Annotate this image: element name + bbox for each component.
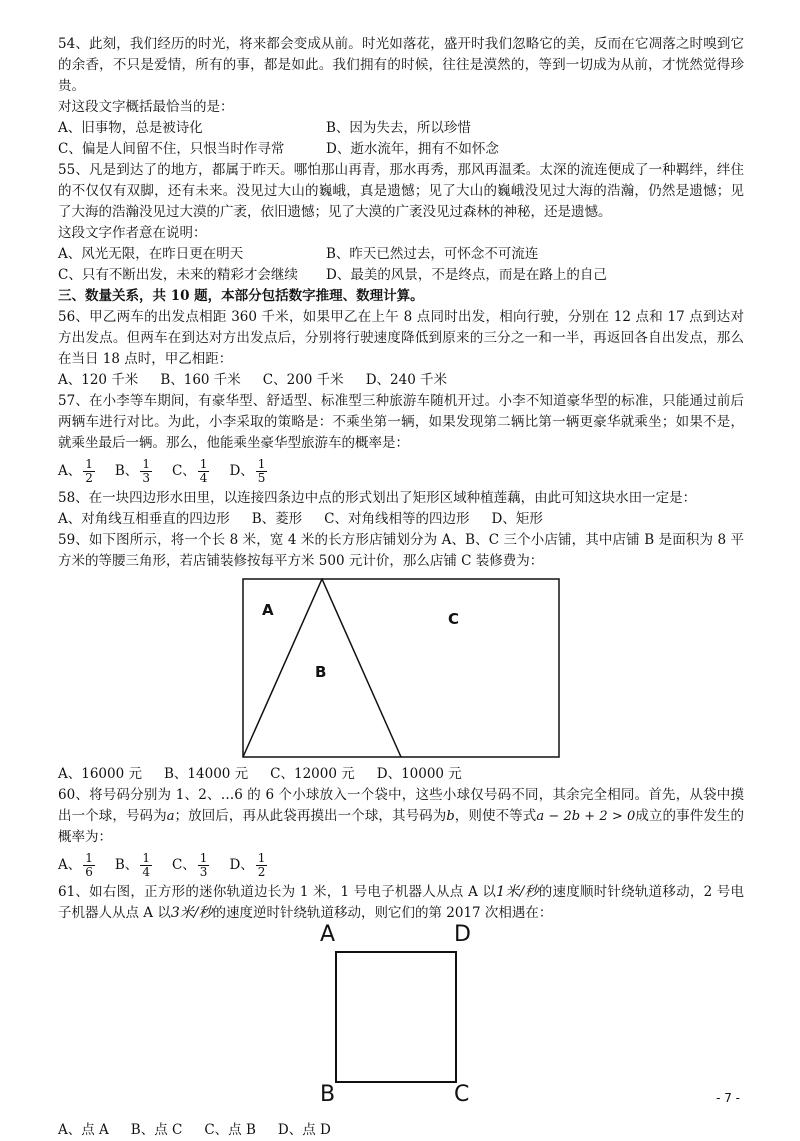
fraction-denominator: 2 (257, 864, 266, 879)
fraction-numerator: 1 (257, 456, 266, 471)
q57-option-d (229, 458, 269, 485)
q56-stem: 56、甲乙两车的出发点相距 360 千米，如果甲乙在上午 8 点同时出发，相向行驶，分别在 12 点和 17 点到达对方出发点。但两车在到达对方出发点后，分别将行驶速度降低到原来的三分之一和一半，再返回各自出发点，那么在当日 18 点时，甲乙相距： (58, 309, 744, 367)
q60-option-d-fraction (256, 852, 268, 879)
q60-stem-part3: ，则使不等式 (454, 808, 537, 824)
fraction-denominator: 2 (85, 470, 93, 485)
page-number: - 7 - (716, 1091, 740, 1105)
fraction-numerator: 1 (257, 850, 266, 865)
q56-options (58, 370, 744, 391)
fraction-denominator: 6 (85, 864, 93, 879)
q60-option-d (229, 852, 269, 879)
q59-figure (242, 578, 560, 758)
q61-options (58, 1120, 744, 1141)
q61-stem (58, 882, 744, 924)
corner-b-label: B (320, 1082, 336, 1107)
q58-option-a: A、对角线互相垂直的四边形 (58, 511, 230, 527)
region-c-label: C (448, 610, 460, 628)
q60-stem (58, 785, 744, 848)
q61-option-d: D、点 D (277, 1122, 331, 1138)
q60-option-b (115, 852, 154, 879)
q57-option-b (115, 458, 154, 485)
q60-option-a-fraction (83, 852, 95, 879)
q54-option-a: A、旧事物，总是被诗化 (58, 120, 203, 136)
q54-options-row2 (58, 139, 744, 160)
q56-option-a: A、120 千米 (58, 372, 139, 388)
q58-option-b: B、菱形 (251, 511, 303, 527)
q58-option-d: D、矩形 (491, 511, 543, 527)
q55-option-d: D、最美的风景，不是终点，而是在路上的自己 (326, 267, 607, 283)
q57-option-c-fraction (198, 458, 210, 485)
q60-option-c-fraction (198, 852, 210, 879)
q57-option-b-fraction (140, 458, 152, 485)
q58-stem: 58、在一块四边形水田里，以连接四条边中点的形式划出了矩形区域种植莲藕，由此可知这块水田一定是： (58, 490, 697, 506)
q57-option-a (58, 458, 97, 485)
q59-option-c: C、12000 元 (270, 766, 355, 782)
fraction-numerator: 1 (199, 850, 208, 865)
fraction-denominator: 3 (199, 864, 208, 879)
q54-stem: 54、此刻，我们经历的时光，将来都会变成从前。时光如落花，盛开时我们忽略它的美，反而在它凋落之时嗅到它的余香，不只是爱情，所有的事，都是如此。我们拥有的时候，往往是漠然的，等到一切成为从前，才恍然觉得珍贵。 (58, 36, 744, 94)
fraction-numerator: 1 (199, 456, 208, 471)
q59-option-a: A、16000 元 (58, 766, 142, 782)
corner-c-label: C (454, 1082, 470, 1107)
q54-option-d: D、逝水流年，拥有不如怀念 (326, 141, 499, 157)
q55-options-row1 (58, 244, 744, 265)
q57-option-d-label: D、 (229, 462, 254, 479)
fraction-denominator: 3 (142, 470, 150, 485)
fraction-numerator: 1 (85, 456, 93, 471)
region-b-label: B (315, 663, 327, 681)
q60-option-b-fraction (140, 852, 152, 879)
q60-option-c-label: C、 (171, 856, 196, 873)
page-content (58, 34, 744, 1141)
q56-option-c: C、200 千米 (262, 372, 344, 388)
q61-speed-2: 3米/秒 (170, 905, 213, 921)
q56-option-b: B、160 千米 (160, 372, 241, 388)
fraction-numerator: 1 (142, 456, 150, 471)
q59-option-b: B、14000 元 (164, 766, 249, 782)
q57-option-a-fraction (83, 458, 95, 485)
q60-option-a (58, 852, 97, 879)
q57-stem: 57、在小李等车期间，有豪华型、舒适型、标准型三种旅游车随机开过。小李不知道豪华型的标准，只能通过前后两辆车进行对比。为此，小李采取的策略是：不乘坐第一辆，如果发现第二辆比第一辆更豪华就乘坐；如果不是，就乘坐最后一辆。那么，他能乘坐豪华型旅游车的概率是： (58, 393, 744, 451)
q60-var-a: a (166, 809, 175, 824)
q57-options (58, 454, 744, 488)
q57-option-c (172, 458, 211, 485)
q55-option-a: A、风光无限，在昨日更在明天 (58, 246, 244, 262)
q60-inequality: a − 2b + 2 > 0 (536, 809, 636, 824)
q61-option-b: B、点 C (130, 1122, 183, 1138)
q60-option-b-label: B、 (114, 856, 139, 873)
q54-options-row1 (58, 118, 744, 139)
q60-var-b: b (446, 809, 455, 824)
q61-figure (316, 922, 476, 1114)
q60-option-c (172, 852, 211, 879)
q60-stem-part2: ；放回后，再从此袋再摸出一个球，其号码为 (174, 808, 447, 824)
q54-option-c: C、偏是人间留不住，只恨当时作寻常 (58, 141, 285, 157)
fraction-denominator: 5 (257, 470, 266, 485)
q61-option-c: C、点 B (204, 1122, 256, 1138)
q56-option-d: D、240 千米 (365, 372, 448, 388)
fraction-denominator: 4 (142, 864, 150, 879)
square-track (336, 952, 456, 1082)
q60-stem-part1: 60、将号码分别为 1、2、…6 的 6 个小球放入一个袋中，这些小球仅号码不同，其余完全相同。首先，从袋中摸出一个球，号码为 (58, 787, 744, 824)
q59-options (58, 764, 744, 785)
fraction-numerator: 1 (142, 850, 150, 865)
q55-option-b: B、昨天已然过去，可怀念不可流连 (326, 246, 539, 262)
q60-options (58, 848, 744, 882)
q61-speed-1: 1米/秒 (496, 884, 539, 900)
fraction-numerator: 1 (85, 850, 93, 865)
q58-option-c: C、对角线相等的四边形 (324, 511, 470, 527)
q57-option-d-fraction (256, 458, 268, 485)
section-title: 三、数量关系，共 10 题，本部分包括数字推理、数理计算。 (58, 288, 424, 304)
q55-stem: 55、凡是到达了的地方，都属于昨天。哪怕那山再青，那水再秀，那风再温柔。太深的流连便成了一种羁绊，绊住的不仅仅有双脚，还有未来。没见过大山的巍峨，真是遗憾；见了大山的巍峨没见过大海的浩瀚，仍然是遗憾；见了大海的浩瀚没见过大漠的广袤，依旧遗憾；见了大漠的广袤没见过森林的神秘，还是遗憾。 (58, 162, 744, 220)
q55-options-row2 (58, 265, 744, 286)
square-track-diagram (316, 928, 476, 1114)
q57-option-c-label: C、 (171, 462, 196, 479)
corner-d-label: D (454, 922, 471, 947)
q54-option-b: B、因为失去，所以珍惜 (326, 120, 471, 136)
q58-options (58, 509, 744, 530)
q55-option-c: C、只有不断出发，未来的精彩才会继续 (58, 267, 298, 283)
q60-stem-part4: 成立的事件发生的概率为： (58, 808, 745, 845)
region-a-label: A (262, 601, 274, 619)
q57-option-a-label: A、 (58, 462, 82, 479)
q55-prompt: 这段文字作者意在说明： (58, 225, 207, 241)
rectangle-triangle-diagram (242, 578, 560, 758)
q61-stem-part3: 的速度逆时针绕轨道移动，则它们的第 2017 次相遇在： (212, 905, 553, 921)
q61-stem-part2: 的速度顺时针绕轨道移动，2 号电子机器人从点 A 以 (58, 884, 745, 921)
q60-option-d-label: D、 (229, 856, 254, 873)
q61-stem-part1: 61、如右图，正方形的迷你轨道边长为 1 米，1 号电子机器人从点 A 以 (58, 884, 497, 900)
q54-prompt: 对这段文字概括最恰当的是： (58, 99, 234, 115)
q61-option-a: A、点 A (58, 1122, 109, 1138)
q57-option-b-label: B、 (114, 462, 139, 479)
fraction-denominator: 4 (199, 470, 208, 485)
q59-stem: 59、如下图所示，将一个长 8 米，宽 4 米的长方形店铺划分为 A、B、C 三个小店铺，其中店铺 B 是面积为 8 平方米的等腰三角形，若店铺装修按每平方米 500 元计价，那么店铺 C 装修费为： (58, 532, 744, 569)
q59-option-d: D、10000 元 (376, 766, 462, 782)
outer-rectangle (243, 579, 559, 757)
q60-option-a-label: A、 (58, 856, 82, 873)
corner-a-label: A (320, 922, 336, 947)
